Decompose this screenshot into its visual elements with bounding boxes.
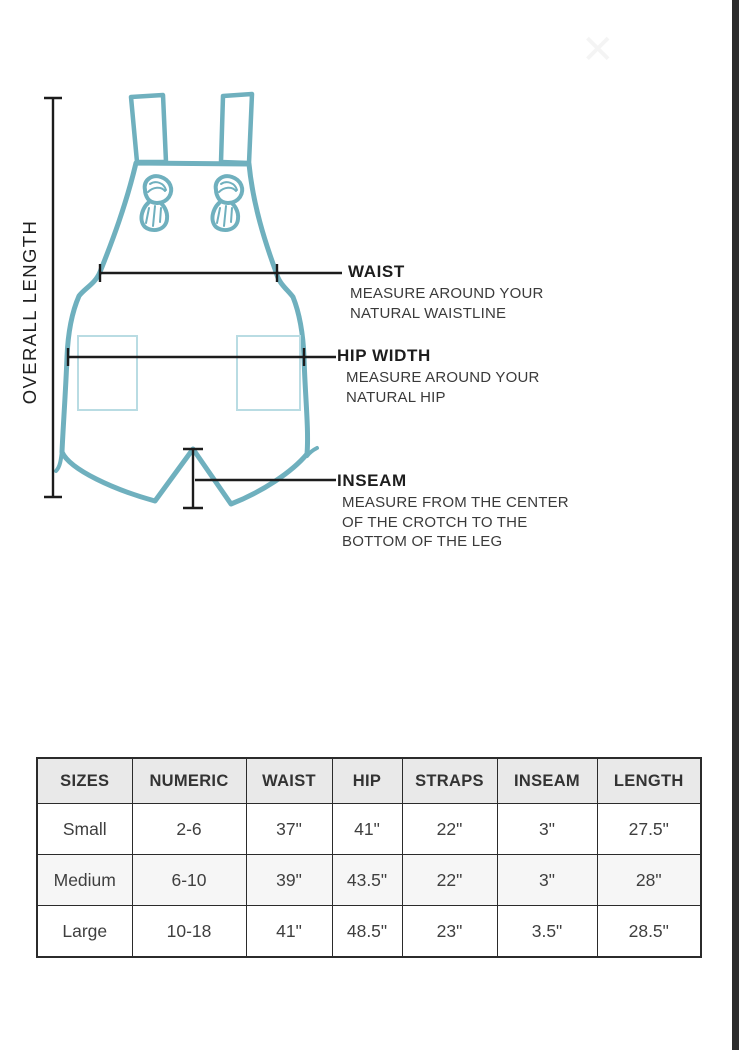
table-row-small: [37, 804, 701, 855]
waist-annotation-line: MEASURE AROUND YOUR: [350, 285, 544, 302]
cell-hip: 48.5": [332, 906, 402, 958]
cell-waist: 37": [246, 804, 332, 855]
cell-numeric: 10-18: [132, 906, 246, 958]
inseam-annotation-line: MEASURE FROM THE CENTER: [342, 494, 569, 511]
inseam-annotation: [337, 471, 569, 552]
cell-straps: 22": [402, 804, 497, 855]
cell-size: Small: [37, 804, 132, 855]
cell-hip: 43.5": [332, 855, 402, 906]
waist-annotation-title: WAIST: [348, 262, 405, 281]
cell-numeric: 2-6: [132, 804, 246, 855]
hip-annotation-title: HIP WIDTH: [337, 346, 431, 365]
column-header-length: LENGTH: [597, 758, 701, 804]
hip-annotation-line: MEASURE AROUND YOUR: [346, 369, 540, 386]
table-row-medium: [37, 855, 701, 906]
column-header-hip: HIP: [332, 758, 402, 804]
cell-waist: 39": [246, 855, 332, 906]
cell-inseam: 3": [497, 804, 597, 855]
column-header-straps: STRAPS: [402, 758, 497, 804]
cell-inseam: 3.5": [497, 906, 597, 958]
column-header-numeric: NUMERIC: [132, 758, 246, 804]
table-header-row: [37, 758, 701, 804]
inseam-annotation-line: OF THE CROTCH TO THE: [342, 513, 528, 531]
cell-straps: 23": [402, 906, 497, 958]
overall-length-label: OVERALL LENGTH: [19, 219, 40, 405]
cell-size: Large: [37, 906, 132, 958]
overalls-measurement-diagram: [0, 80, 380, 560]
hip-annotation-line: NATURAL HIP: [346, 388, 446, 406]
cell-length: 27.5": [597, 804, 701, 855]
size-chart-section: [36, 757, 702, 958]
cell-size: Medium: [37, 855, 132, 906]
hip-annotation: [337, 346, 540, 407]
waist-annotation-line: NATURAL WAISTLINE: [350, 304, 507, 322]
faint-x-watermark-icon: [581, 30, 615, 70]
column-header-waist: WAIST: [246, 758, 332, 804]
waist-annotation: [348, 262, 544, 323]
cell-length: 28.5": [597, 906, 701, 958]
inseam-annotation-line: BOTTOM OF THE LEG: [342, 533, 503, 550]
inseam-annotation-title: INSEAM: [337, 471, 407, 490]
column-header-inseam: INSEAM: [497, 758, 597, 804]
cell-hip: 41": [332, 804, 402, 855]
strap-shapes: [131, 94, 252, 163]
overalls-body-outline: [62, 163, 308, 504]
cell-straps: 22": [402, 855, 497, 906]
column-header-sizes: SIZES: [37, 758, 132, 804]
cell-length: 28": [597, 855, 701, 906]
table-row-large: [37, 906, 701, 958]
viewer-dark-edge: [732, 0, 739, 1050]
cell-waist: 41": [246, 906, 332, 958]
size-chart-table: [36, 757, 702, 958]
cell-numeric: 6-10: [132, 855, 246, 906]
cell-inseam: 3": [497, 855, 597, 906]
